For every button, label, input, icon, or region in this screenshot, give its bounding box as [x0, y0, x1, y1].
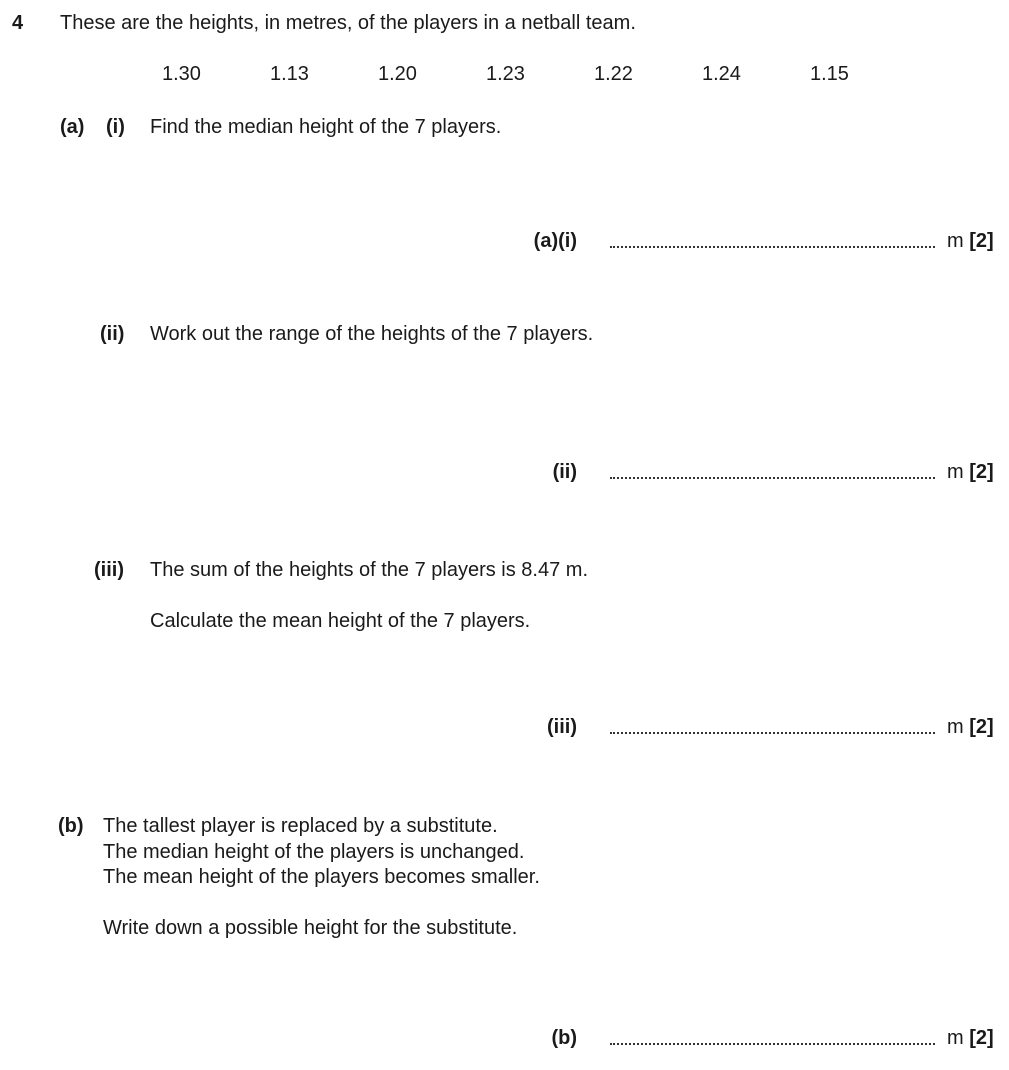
answer-line-b — [0, 1027, 1009, 1051]
answer-label: (iii) — [547, 716, 577, 738]
part-b-line3: The mean height of the players becomes smaller. — [103, 866, 540, 888]
part-a-iii-label: (iii) — [94, 559, 124, 581]
height-value: 1.15 — [810, 63, 849, 85]
answer-unit: m [2] — [947, 230, 994, 252]
part-a-ii-text: Work out the range of the heights of the 7 players. — [150, 323, 594, 345]
answer-label: (ii) — [552, 461, 577, 483]
part-a-label: (a) — [60, 116, 85, 138]
part-a-i-text: Find the median height of the 7 players. — [150, 116, 502, 138]
answer-unit: m [2] — [947, 716, 994, 738]
height-value: 1.23 — [486, 63, 525, 85]
part-a-iii-text2: Calculate the mean height of the 7 players. — [150, 610, 531, 632]
answer-input-a-iii[interactable] — [610, 732, 935, 734]
height-value: 1.22 — [594, 63, 633, 85]
height-value: 1.20 — [378, 63, 417, 85]
answer-input-b[interactable] — [610, 1043, 935, 1045]
question-intro: These are the heights, in metres, of the players in a netball team. — [60, 12, 636, 34]
part-b-line1: The tallest player is replaced by a substitute. — [103, 815, 498, 837]
answer-input-a-i[interactable] — [610, 246, 935, 248]
part-a-iii-text1: The sum of the heights of the 7 players is 8.47 m. — [150, 559, 589, 581]
height-value: 1.30 — [162, 63, 201, 85]
height-value: 1.13 — [270, 63, 309, 85]
answer-line-a-iii — [0, 716, 1009, 740]
answer-line-a-ii — [0, 461, 1009, 485]
part-b-line2: The median height of the players is unchanged. — [103, 841, 525, 863]
part-a-i-label: (i) — [106, 116, 125, 138]
part-b-instruction: Write down a possible height for the substitute. — [103, 917, 518, 939]
question-number: 4 — [12, 12, 24, 34]
answer-unit: m [2] — [947, 461, 994, 483]
part-a-ii-label: (ii) — [100, 323, 125, 345]
part-b-label: (b) — [58, 815, 84, 837]
answer-label: (a)(i) — [533, 230, 577, 252]
answer-unit: m [2] — [947, 1027, 994, 1049]
height-value: 1.24 — [702, 63, 741, 85]
answer-label: (b) — [551, 1027, 577, 1049]
heights-list — [0, 64, 1009, 88]
answer-line-a-i — [0, 230, 1009, 254]
answer-input-a-ii[interactable] — [610, 477, 935, 479]
